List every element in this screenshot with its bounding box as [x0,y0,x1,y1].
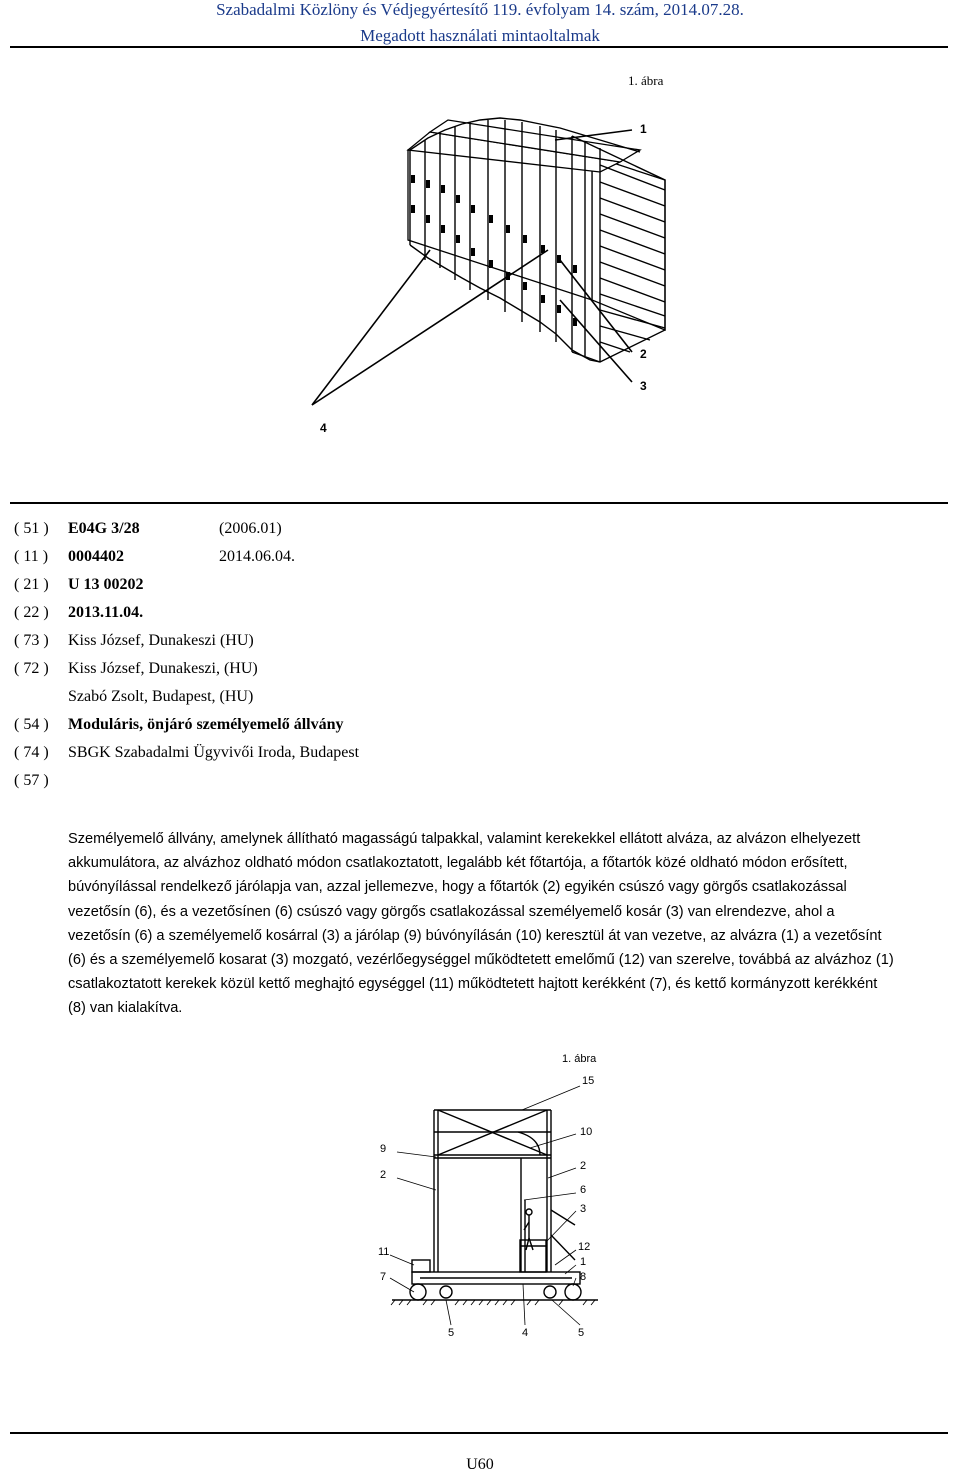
reg-number: 0004402 [68,548,124,565]
figure2-caption: 1. ábra [562,1053,597,1065]
figure2-drawing [0,1060,960,1460]
inid-code: ( 21 ) [14,576,49,593]
figure2-label: 5 [578,1327,585,1339]
section-title: Megadott használati mintaoltalmak [360,26,600,45]
figure2-label: 12 [578,1241,591,1253]
int-class-version: (2006.01) [219,520,282,537]
inid-code: ( 57 ) [14,772,49,789]
figure2-label: 8 [580,1271,587,1283]
inid-code: ( 73 ) [14,632,49,649]
journal-title: Szabadalmi Közlöny és Védjegyértesítő 119. évfolyam 14. szám, 2014.07.28. [216,0,744,19]
figure2-label: 2 [580,1160,587,1172]
figure2-label: 7 [380,1271,387,1283]
title: Moduláris, önjáró személyemelő állvány [68,716,344,733]
figure2-label: 5 [448,1327,455,1339]
app-number: U 13 00202 [68,576,144,593]
figure2-label: 11 [378,1246,390,1258]
inid-code: ( 72 ) [14,660,49,677]
figure2-label: 1 [580,1256,587,1268]
inventor: Szabó Zsolt, Budapest, (HU) [68,688,254,705]
inid-code: ( 74 ) [14,744,49,761]
int-class: E04G 3/28 [68,520,140,537]
footer-rule [10,1432,948,1434]
agent: SBGK Szabadalmi Ügyvivői Iroda, Budapest [68,744,360,761]
figure1-label: 3 [640,379,647,393]
section-rule [10,502,948,504]
inid-code: ( 22 ) [14,604,49,621]
figure2-label: 9 [380,1143,387,1155]
figure2-label: 15 [582,1075,595,1087]
reg-date: 2014.06.04. [219,548,295,565]
figure1-drawing [0,0,960,480]
page-number: U60 [466,1456,494,1473]
figure1-caption: 1. ábra [628,73,664,88]
inventor: Kiss József, Dunakeszi, (HU) [68,660,258,677]
figure2-label: 4 [522,1327,529,1339]
figure2-label: 6 [580,1184,587,1196]
owner: Kiss József, Dunakeszi (HU) [68,632,254,649]
inid-code: ( 11 ) [14,548,49,565]
figure1-label: 1 [640,122,647,136]
figure2-label: 2 [380,1169,387,1181]
figure2-label: 10 [580,1126,593,1138]
figure2-label: 3 [580,1203,587,1215]
inid-code: ( 54 ) [14,716,49,733]
abstract-text: Személyemelő állvány, amelynek állítható magasságú talpakkal, valamint kerekekkel ellátott alváza, az alvázon elhelyezett akkumulátora, az alvázhoz oldható módon csatlakoztatott, legalább két főtartója, a főtartók közé oldható módon erősített, búvónyílással rendelkező járólapja van, azzal jellemezve, hogy a főtartók (2) egyikén csúszó vagy görgős csatlakozással vezetősín (6), és a vezetősínen (6) csúszó vagy görgős csatlakozással személyemelő kosár (3) van elrendezve, ahol a vezetősín (6) a személyemelő kosárral (3) a járólap (9) búvónyílásán (10) keresztül át van vezetve, az alvázra (1) a vezetősínt (6) és a személyemelő kosarat (3) mozgató, vezérlőegységgel működtetett emelőmű (12) van szerelve, továbbá az alvázhoz (1) csatlakoztatott kerekek közül kettő meghajtó egységgel (11) működtetett hajtott kerékként (7), és kettő kormányzott kerékként (8) van kialakítva. [68,831,894,1017]
inid-code: ( 51 ) [14,520,49,537]
figure1-label: 2 [640,347,647,361]
figure1-label: 4 [320,421,327,435]
filing-date: 2013.11.04. [68,604,144,621]
